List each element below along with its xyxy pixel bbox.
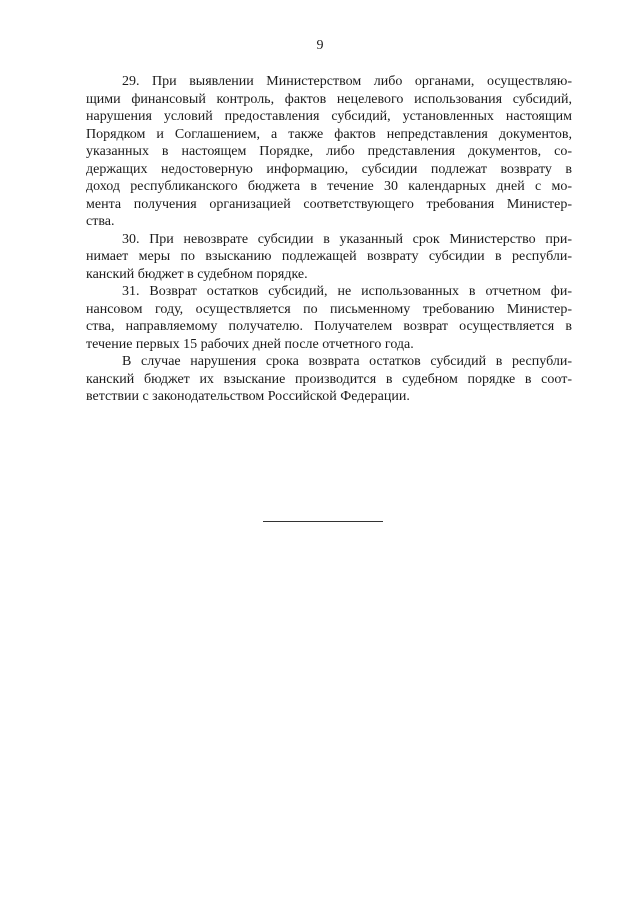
end-separator-line <box>263 521 383 522</box>
paragraph-deadline-violation <box>86 353 572 406</box>
page-number: 9 <box>316 38 324 53</box>
text-line: держащих недостоверную информацию, субсидии подлежат возврату в <box>86 161 572 177</box>
text-line: ства, направляемому получателю. Получателем возврат осуществляется в <box>86 319 572 334</box>
text-line: ства. <box>86 214 115 229</box>
text-line: 30. При невозврате субсидии в указанный срок Министерство при- <box>122 231 572 247</box>
paragraph-31 <box>86 283 572 353</box>
text-line: Порядком и Соглашением, а также фактов непредставления документов, <box>86 126 572 142</box>
text-line: 31. Возврат остатков субсидий, не использованных в отчетном фи- <box>122 284 572 299</box>
text-line: указанных в настоящем Порядке, либо представления документов, со- <box>86 144 572 159</box>
text-line: 29. При выявлении Министерством либо органами, осуществляю- <box>122 74 572 89</box>
text-line: нимает меры по взысканию подлежащей возврату субсидии в республи- <box>86 249 572 264</box>
text-line: В случае нарушения срока возврата остатков субсидий в республи- <box>122 354 572 369</box>
text-line: ветствии с законодательством Российской Федерации. <box>86 389 410 404</box>
text-line: канский бюджет в судебном порядке. <box>86 266 308 282</box>
paragraph-29 <box>86 73 572 231</box>
text-line: течение первых 15 рабочих дней после отчетного года. <box>86 336 414 352</box>
text-line: мента получения организацией соответствующего требования Министер- <box>86 196 572 212</box>
text-line: доход республиканского бюджета в течение 30 календарных дней с мо- <box>86 179 572 194</box>
text-line: нарушения условий предоставления субсидий, установленных настоящим <box>86 109 572 124</box>
paragraph-30 <box>86 231 572 284</box>
text-line: щими финансовый контроль, фактов нецелевого использования субсидий, <box>86 91 572 107</box>
text-line: нансовом году, осуществляется по письменному требованию Министер- <box>86 301 572 317</box>
text-line: канский бюджет их взыскание производится в судебном порядке в соот- <box>86 371 572 387</box>
document-body <box>86 73 572 406</box>
